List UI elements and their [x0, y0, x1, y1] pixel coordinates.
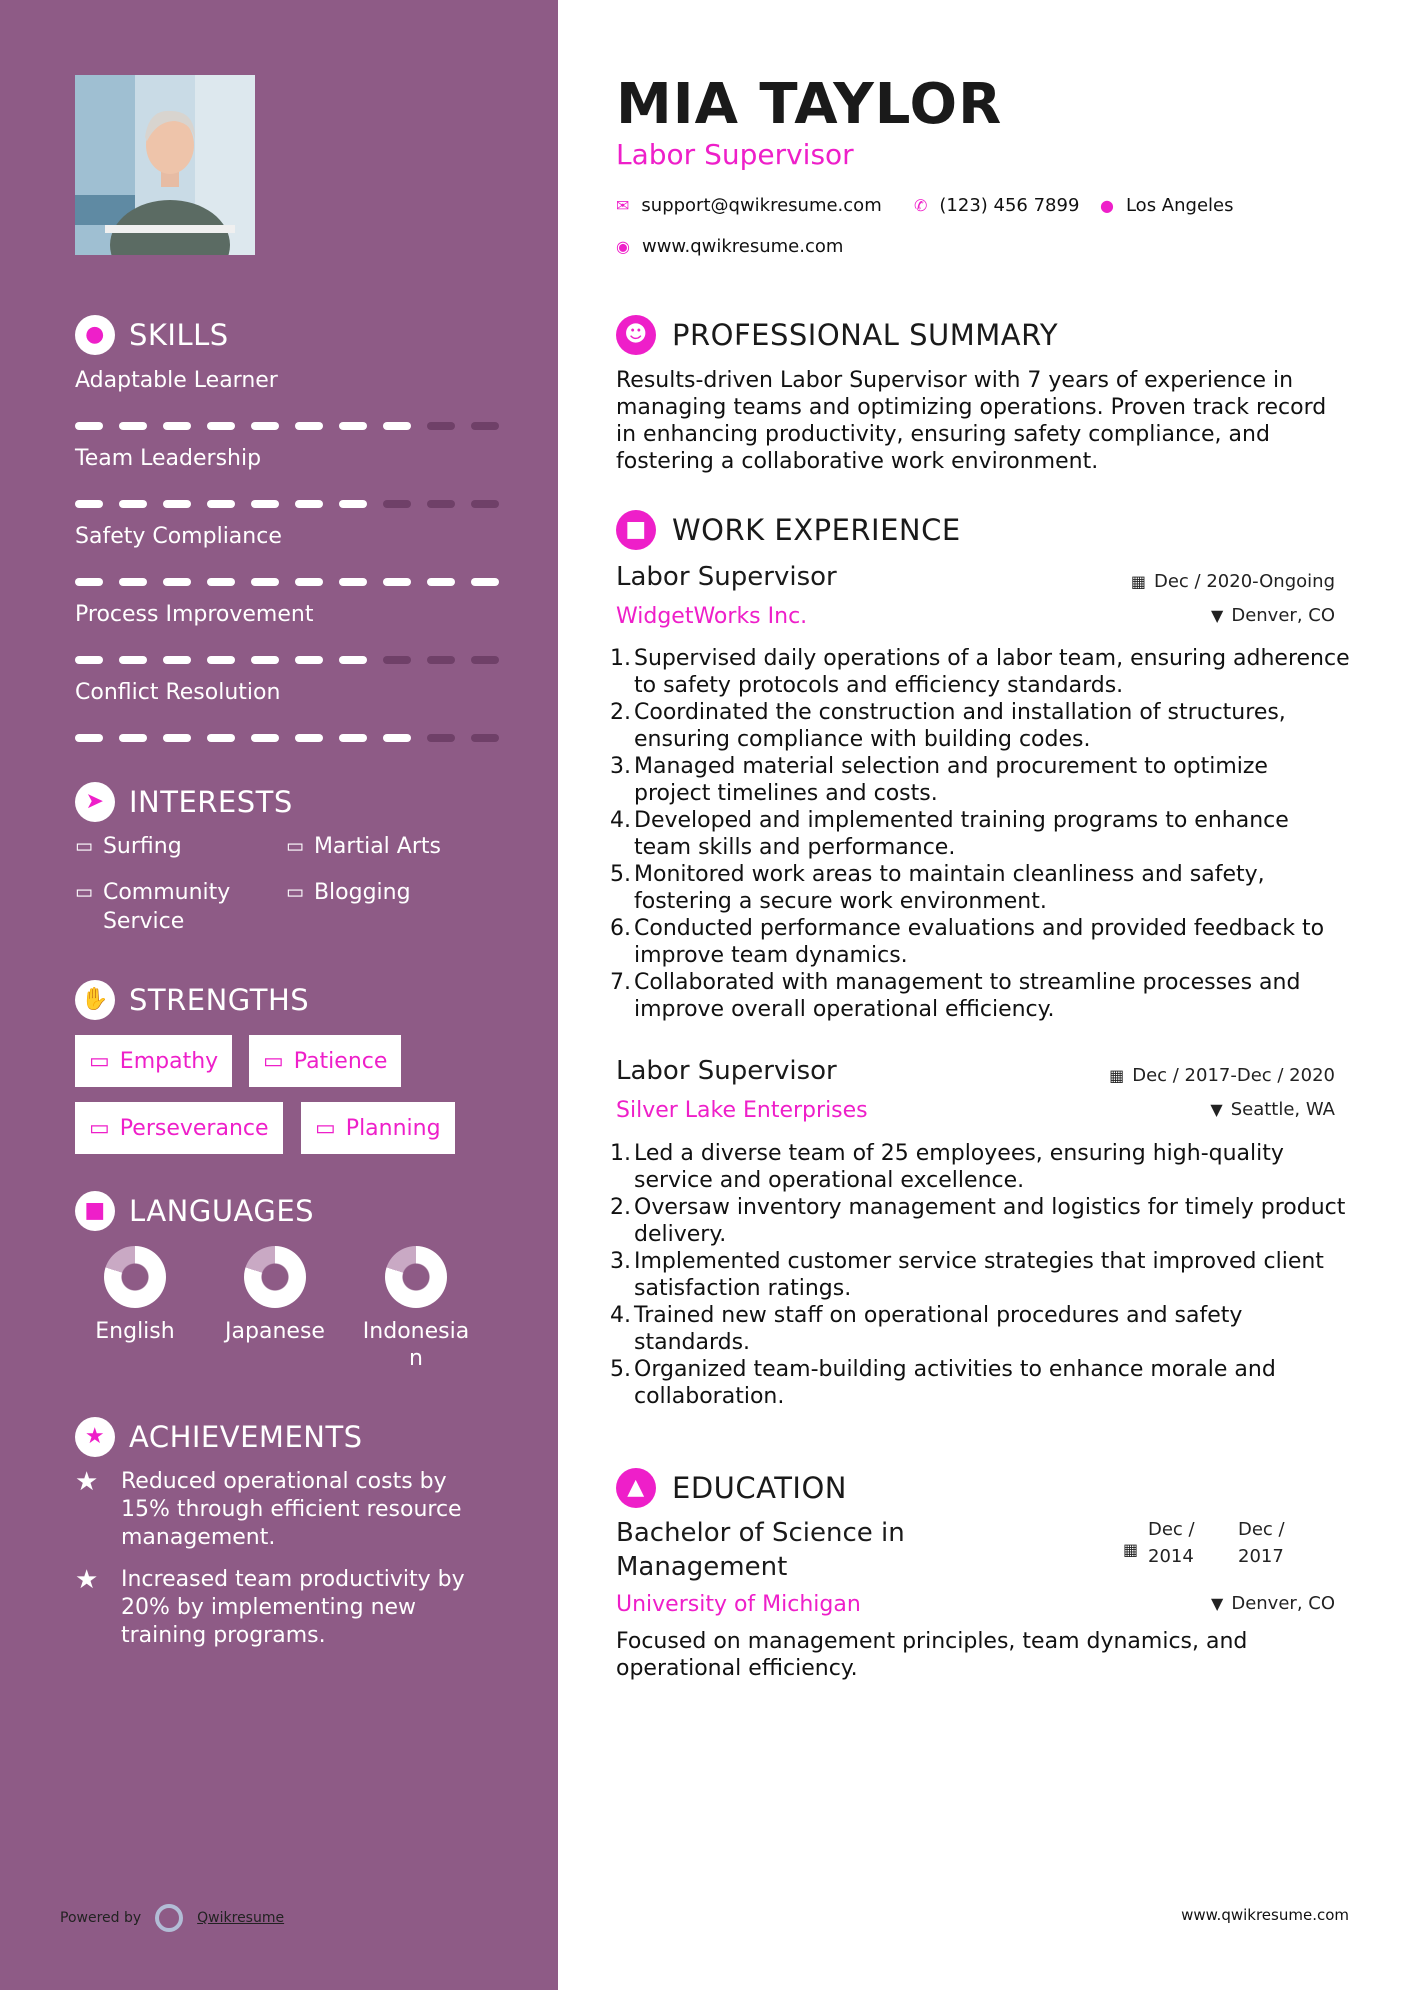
- job-location-text: Seattle, WA: [1230, 1099, 1335, 1120]
- skill-dash-filled: [427, 578, 455, 586]
- star-icon: ★: [75, 1565, 99, 1595]
- job-location-text: Denver, CO: [1231, 605, 1335, 626]
- job-location: [1210, 1099, 1335, 1120]
- language-item: [356, 1246, 476, 1372]
- briefcase-icon: ■: [616, 510, 656, 550]
- skill-dash-filled: [207, 656, 235, 664]
- contact-email: [616, 195, 882, 216]
- skill-dash-empty: [427, 734, 455, 742]
- skill-dash-filled: [251, 422, 279, 430]
- experience-heading: [616, 510, 961, 550]
- paper-plane-icon: ➤: [75, 782, 115, 822]
- skill-dash-filled: [119, 500, 147, 508]
- duty-text: Implemented customer service strategies that improved client satisfaction ratings.: [634, 1249, 1324, 1301]
- qwikresume-link[interactable]: Qwikresume: [197, 1910, 285, 1926]
- skill-item: [75, 368, 505, 398]
- skill-dash-filled: [251, 500, 279, 508]
- skill-dash-filled: [163, 734, 191, 742]
- skill-dash-filled: [251, 656, 279, 664]
- calendar-icon: ▦: [1123, 1540, 1139, 1559]
- skill-name: Safety Compliance: [75, 524, 282, 549]
- interest-item: [286, 832, 486, 861]
- job-dates: [1131, 571, 1335, 592]
- skill-dash-filled: [295, 500, 323, 508]
- globe-icon: ◉: [616, 237, 630, 256]
- job-title: Labor Supervisor: [616, 1056, 837, 1086]
- education-location-text: Denver, CO: [1231, 1593, 1335, 1614]
- company-name: Silver Lake Enterprises: [616, 1098, 868, 1123]
- skill-level-bar: [75, 656, 499, 664]
- duty-text: Managed material selection and procurement to optimize project timelines and costs.: [634, 754, 1268, 806]
- website-text[interactable]: www.qwikresume.com: [641, 236, 844, 257]
- skill-dash-empty: [471, 734, 499, 742]
- language-level-donut: [385, 1246, 447, 1308]
- skill-dash-filled: [295, 656, 323, 664]
- skill-dash-filled: [119, 656, 147, 664]
- skill-level-bar: [75, 500, 499, 508]
- job-title: Labor Supervisor: [616, 562, 837, 592]
- skill-dash-filled: [251, 578, 279, 586]
- contact-location: [1100, 195, 1233, 216]
- skill-dash-filled: [163, 578, 191, 586]
- book-icon: ▭: [75, 835, 93, 857]
- skill-dash-filled: [75, 578, 103, 586]
- calendar-icon: ▦: [1109, 1066, 1125, 1085]
- profile-photo: [75, 75, 255, 255]
- skill-dash-filled: [383, 578, 411, 586]
- duty-text: Collaborated with management to streamline processes and improve overall operational efficiency.: [634, 970, 1301, 1022]
- powered-by: [60, 1904, 284, 1932]
- skill-dash-empty: [471, 656, 499, 664]
- skill-dash-filled: [75, 500, 103, 508]
- strength-label: Perseverance: [119, 1115, 269, 1141]
- candidate-name: MIA TAYLOR: [616, 72, 1003, 137]
- skill-dash-filled: [383, 422, 411, 430]
- interest-item: [75, 878, 255, 936]
- skill-name: Conflict Resolution: [75, 680, 281, 705]
- strength-chip: [301, 1102, 455, 1154]
- hand-icon: ✋: [75, 980, 115, 1020]
- duty-item: 4. Trained new staff on operational procedures and safety standards.: [610, 1302, 1350, 1356]
- lightbulb-icon: ●: [75, 315, 115, 355]
- skill-dash-filled: [295, 422, 323, 430]
- education-end-date: Dec / 2017: [1238, 1519, 1285, 1567]
- duty-text: Organized team-building activities to enhance morale and collaboration.: [634, 1357, 1276, 1409]
- book-icon: ▭: [286, 835, 304, 857]
- strength-label: Planning: [345, 1115, 441, 1141]
- job-dates-text: Dec / 2020-Ongoing: [1154, 571, 1335, 592]
- languages-heading-text: LANGUAGES: [129, 1194, 315, 1228]
- achievements-heading-text: ACHIEVEMENTS: [129, 1420, 363, 1454]
- education-description: Focused on management principles, team dynamics, and operational efficiency.: [616, 1629, 1248, 1681]
- skill-item: [75, 524, 505, 554]
- skill-dash-empty: [427, 656, 455, 664]
- skill-item: [75, 446, 505, 476]
- skill-item: [75, 602, 505, 632]
- skill-dash-empty: [471, 500, 499, 508]
- skill-dash-filled: [295, 578, 323, 586]
- duty-item: 3. Implemented customer service strategies that improved client satisfaction ratings.: [610, 1248, 1350, 1302]
- skill-dash-filled: [119, 422, 147, 430]
- job-duties-list: [610, 645, 1350, 1023]
- user-icon: ☻: [616, 315, 656, 355]
- interest-label: Martial Arts: [313, 834, 441, 859]
- duty-text: Conducted performance evaluations and provided feedback to improve team dynamics.: [634, 916, 1325, 968]
- company-name: WidgetWorks Inc.: [616, 604, 808, 629]
- duty-item: 2. Oversaw inventory management and logistics for timely product delivery.: [610, 1194, 1350, 1248]
- skill-dash-filled: [163, 500, 191, 508]
- skill-item: [75, 680, 505, 710]
- degree-title: Bachelor of Science in Management: [616, 1518, 905, 1582]
- candidate-role: Labor Supervisor: [616, 138, 854, 171]
- duty-item: 1. Led a diverse team of 25 employees, ensuring high-quality service and operational excellence.: [610, 1140, 1350, 1194]
- job-dates-text: Dec / 2017-Dec / 2020: [1132, 1065, 1335, 1086]
- skill-dash-filled: [75, 656, 103, 664]
- skill-dash-filled: [339, 500, 367, 508]
- skill-dash-filled: [295, 734, 323, 742]
- envelope-icon: ✉: [616, 196, 630, 215]
- skill-dash-filled: [207, 422, 235, 430]
- book-icon: ▭: [315, 1115, 336, 1141]
- language-level-donut: [244, 1246, 306, 1308]
- pushpin-icon: ▼: [1211, 606, 1224, 625]
- qwikresume-logo-icon: [155, 1904, 183, 1932]
- phone-icon: ✆: [914, 196, 928, 215]
- skill-level-bar: [75, 422, 499, 430]
- summary-heading-text: PROFESSIONAL SUMMARY: [672, 318, 1059, 352]
- strength-chip: [75, 1035, 232, 1087]
- duty-text: Coordinated the construction and installation of structures, ensuring compliance with building codes.: [634, 700, 1286, 752]
- language-item: [215, 1246, 335, 1345]
- school-name: University of Michigan: [616, 1592, 861, 1617]
- duty-item: 7. Collaborated with management to streamline processes and improve overall operational efficiency.: [610, 969, 1350, 1023]
- summary-heading: [616, 315, 1058, 355]
- skill-dash-filled: [251, 734, 279, 742]
- pushpin-icon: ▼: [1210, 1100, 1223, 1119]
- contact-website: [616, 236, 843, 257]
- interests-heading-text: INTERESTS: [129, 785, 293, 819]
- duty-text: Oversaw inventory management and logistics for timely product delivery.: [634, 1195, 1346, 1247]
- strength-chip: [249, 1035, 401, 1087]
- skill-dash-filled: [339, 734, 367, 742]
- translate-icon: ■: [75, 1191, 115, 1231]
- achievement-item: [75, 1468, 495, 1552]
- skill-dash-empty: [427, 422, 455, 430]
- main-content: [558, 0, 1407, 1990]
- language-name: English: [95, 1319, 175, 1344]
- duty-text: Developed and implemented training programs to enhance team skills and performance.: [634, 808, 1289, 860]
- duty-text: Monitored work areas to maintain cleanliness and safety, fostering a secure work environment.: [634, 862, 1265, 914]
- skill-level-bar: [75, 734, 499, 742]
- skill-dash-empty: [471, 422, 499, 430]
- duty-text: Trained new staff on operational procedures and safety standards.: [634, 1303, 1243, 1355]
- phone-text: (123) 456 7899: [939, 195, 1080, 216]
- education-start-date: Dec / 2014: [1148, 1519, 1195, 1567]
- skill-dash-filled: [339, 578, 367, 586]
- skill-dash-filled: [163, 656, 191, 664]
- strength-label: Patience: [293, 1048, 388, 1074]
- strengths-heading: [75, 980, 309, 1020]
- duty-item: 5. Organized team-building activities to enhance morale and collaboration.: [610, 1356, 1350, 1410]
- skill-dash-filled: [119, 578, 147, 586]
- job-dates: [1109, 1065, 1335, 1086]
- contact-phone: [914, 195, 1079, 216]
- skill-dash-filled: [339, 422, 367, 430]
- duty-item: 2. Coordinated the construction and installation of structures, ensuring compliance with building codes.: [610, 699, 1350, 753]
- star-icon: ★: [75, 1467, 99, 1497]
- interest-label: Blogging: [313, 880, 411, 905]
- education-location: [1211, 1593, 1335, 1614]
- map-pin-icon: ●: [1100, 196, 1114, 215]
- book-icon: ▭: [89, 1115, 110, 1141]
- languages-heading: [75, 1191, 314, 1231]
- footer-url[interactable]: www.qwikresume.com: [1181, 1906, 1349, 1924]
- interest-item: [286, 878, 486, 907]
- book-icon: ▭: [263, 1048, 284, 1074]
- education-calendar: [1123, 1540, 1138, 1559]
- education-heading: [616, 1468, 847, 1508]
- star-badge-icon: ★: [75, 1417, 115, 1457]
- skill-dash-filled: [119, 734, 147, 742]
- interest-item: [75, 832, 275, 861]
- duty-item: 4. Developed and implemented training programs to enhance team skills and performance.: [610, 807, 1350, 861]
- skill-dash-filled: [207, 734, 235, 742]
- duty-item: 5. Monitored work areas to maintain cleanliness and safety, fostering a secure work environment.: [610, 861, 1350, 915]
- job-duties-list: [610, 1140, 1350, 1410]
- achievement-text: Increased team productivity by 20% by implementing new training programs.: [121, 1567, 465, 1648]
- summary-text: Results-driven Labor Supervisor with 7 years of experience in managing teams and optimizing operations. Proven track record in enhancing productivity, ensuring safety compliance, and fostering a collaborative work environment.: [616, 368, 1327, 474]
- pushpin-icon: ▼: [1211, 1594, 1224, 1613]
- strength-chip: [75, 1102, 283, 1154]
- skill-dash-filled: [471, 578, 499, 586]
- education-heading-text: EDUCATION: [672, 1471, 848, 1505]
- language-item: [75, 1246, 195, 1345]
- skill-dash-filled: [339, 656, 367, 664]
- duty-item: 3. Managed material selection and procurement to optimize project timelines and costs.: [610, 753, 1350, 807]
- duty-text: Led a diverse team of 25 employees, ensuring high-quality service and operational excellence.: [634, 1141, 1284, 1193]
- skill-dash-filled: [383, 734, 411, 742]
- skill-dash-filled: [163, 422, 191, 430]
- language-name: Indonesian: [362, 1319, 470, 1371]
- skill-dash-empty: [383, 656, 411, 664]
- duty-item: 1. Supervised daily operations of a labor team, ensuring adherence to safety protocols and efficiency standards.: [610, 646, 1350, 698]
- achievement-item: [75, 1566, 495, 1650]
- skill-name: Adaptable Learner: [75, 368, 278, 393]
- duty-item: 6. Conducted performance evaluations and provided feedback to improve team dynamics.: [610, 915, 1350, 969]
- skill-dash-filled: [207, 578, 235, 586]
- sidebar: [0, 0, 558, 1990]
- experience-heading-text: WORK EXPERIENCE: [672, 513, 961, 547]
- skill-dash-filled: [75, 734, 103, 742]
- book-icon: ▭: [89, 1048, 110, 1074]
- interest-label: Surfing: [102, 834, 182, 859]
- job-location: [1211, 605, 1335, 626]
- graduation-cap-icon: ▲: [616, 1468, 656, 1508]
- calendar-icon: ▦: [1130, 572, 1146, 591]
- book-icon: ▭: [286, 881, 304, 903]
- skill-name: Process Improvement: [75, 602, 314, 627]
- strength-label: Empathy: [119, 1048, 219, 1074]
- achievements-heading: [75, 1417, 363, 1457]
- book-icon: ▭: [75, 881, 93, 903]
- skills-heading-text: SKILLS: [129, 318, 229, 352]
- interests-heading: [75, 782, 293, 822]
- skill-dash-empty: [427, 500, 455, 508]
- location-text: Los Angeles: [1125, 195, 1234, 216]
- language-name: Japanese: [225, 1319, 325, 1344]
- email-text[interactable]: support@qwikresume.com: [641, 195, 882, 216]
- strengths-heading-text: STRENGTHS: [129, 983, 310, 1017]
- skill-dash-filled: [75, 422, 103, 430]
- duty-text: Supervised daily operations of a labor team, ensuring adherence to safety protocols and efficiency standards.: [634, 646, 1350, 698]
- interest-label: Community Service: [102, 880, 231, 934]
- achievement-text: Reduced operational costs by 15% through efficient resource management.: [121, 1469, 462, 1550]
- skill-dash-filled: [207, 500, 235, 508]
- powered-by-label: Powered by: [60, 1910, 142, 1926]
- skill-level-bar: [75, 578, 499, 586]
- skill-dash-empty: [383, 500, 411, 508]
- skills-heading: [75, 315, 229, 355]
- language-level-donut: [104, 1246, 166, 1308]
- skill-name: Team Leadership: [75, 446, 262, 471]
